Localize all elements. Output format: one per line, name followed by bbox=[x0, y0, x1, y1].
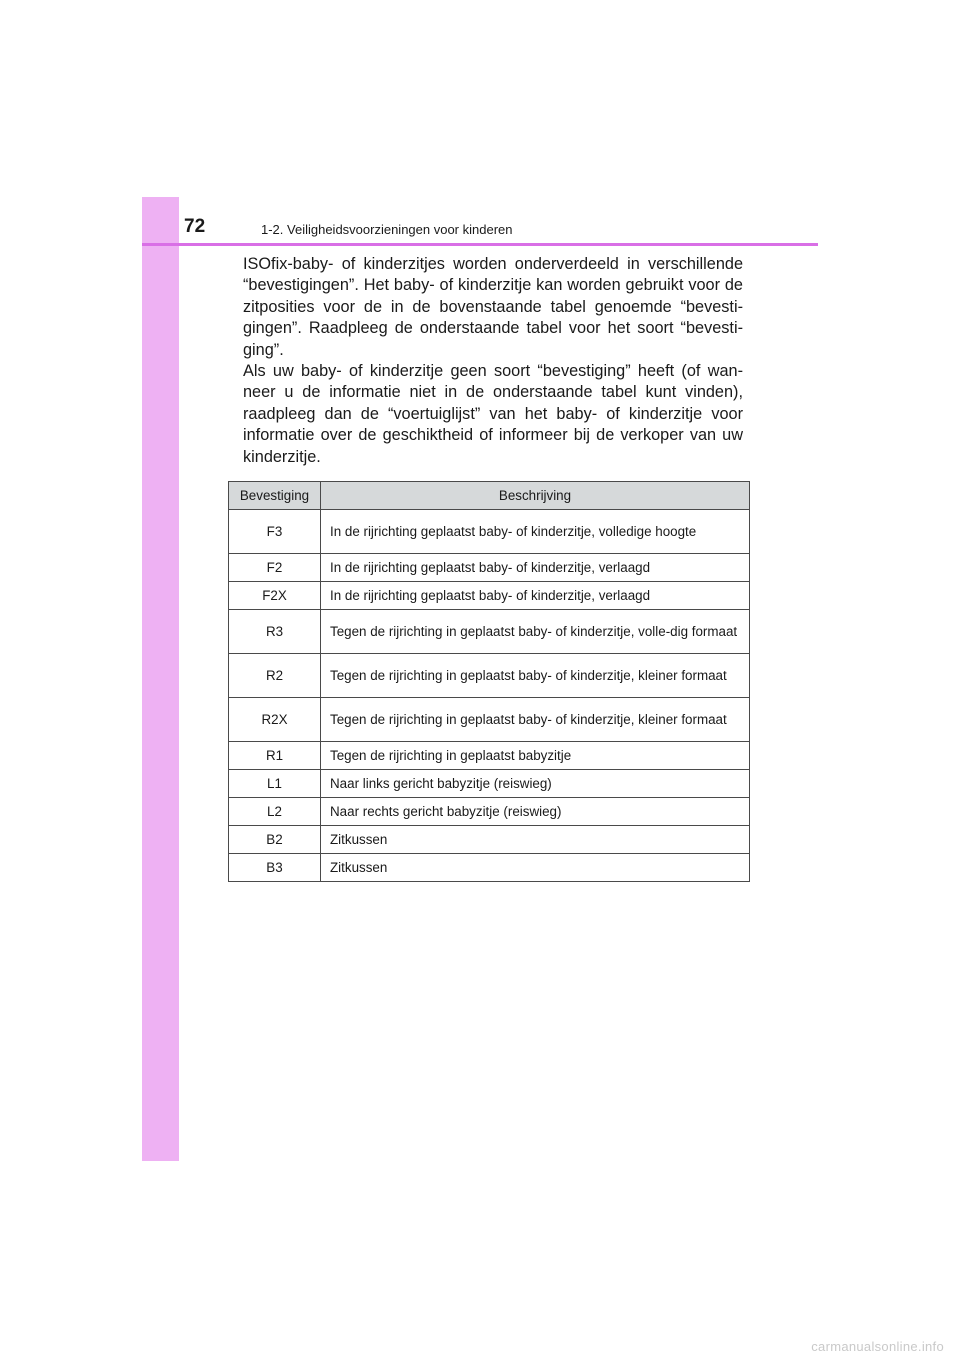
row-description: Zitkussen bbox=[321, 854, 750, 882]
table-row bbox=[229, 654, 750, 698]
row-description: Tegen de rijrichting in geplaatst baby- of kinderzitje, volle-dig formaat bbox=[321, 610, 750, 654]
page-number: 72 bbox=[184, 216, 206, 237]
table-row bbox=[229, 798, 750, 826]
row-description: In de rijrichting geplaatst baby- of kinderzitje, verlaagd bbox=[321, 554, 750, 582]
row-code: L1 bbox=[229, 770, 321, 798]
row-code: R1 bbox=[229, 742, 321, 770]
row-description: In de rijrichting geplaatst baby- of kinderzitje, verlaagd bbox=[321, 582, 750, 610]
row-code: R3 bbox=[229, 610, 321, 654]
row-description: Tegen de rijrichting in geplaatst babyzitje bbox=[321, 742, 750, 770]
row-code: B3 bbox=[229, 854, 321, 882]
table-row bbox=[229, 554, 750, 582]
table-row bbox=[229, 582, 750, 610]
row-code: F2X bbox=[229, 582, 321, 610]
body-paragraph-2: Als uw baby- of kinderzitje geen soort “bevestiging” heeft (of wan-neer u de informatie niet in de onderstaande tabel kunt vinden), raadpleeg dan de “voertuiglijst” van het baby- of kinderzitje voor informatie over de geschiktheid of informeer bij de verkoper van uw kinderzitje. bbox=[243, 362, 743, 466]
row-description: In de rijrichting geplaatst baby- of kinderzitje, volledige hoogte bbox=[321, 510, 750, 554]
body-paragraph-1: ISOfix-baby- of kinderzitjes worden onderverdeeld in verschillende “bevestigingen”. Het baby- of kinderzitje kan worden gebruikt voor de zitposities voor de in de bovenstaande tabel genoemde “bevesti-gingen”. Raadpleeg de onderstaande tabel voor het soort “bevesti-ging”. bbox=[243, 255, 743, 359]
table-row bbox=[229, 510, 750, 554]
row-description: Zitkussen bbox=[321, 826, 750, 854]
header-beschrijving: Beschrijving bbox=[321, 482, 750, 510]
chapter-tab bbox=[142, 197, 179, 243]
watermark: carmanualsonline.info bbox=[811, 1339, 944, 1354]
table-row bbox=[229, 826, 750, 854]
row-description: Naar links gericht babyzitje (reiswieg) bbox=[321, 770, 750, 798]
table-row bbox=[229, 742, 750, 770]
table-row bbox=[229, 698, 750, 742]
row-code: F3 bbox=[229, 510, 321, 554]
row-description: Naar rechts gericht babyzitje (reiswieg) bbox=[321, 798, 750, 826]
chapter-side-bar bbox=[142, 197, 179, 1161]
table-row bbox=[229, 610, 750, 654]
row-code: F2 bbox=[229, 554, 321, 582]
table-row bbox=[229, 854, 750, 882]
row-code: R2X bbox=[229, 698, 321, 742]
section-title: 1-2. Veiligheidsvoorzieningen voor kinderen bbox=[261, 222, 513, 237]
row-description: Tegen de rijrichting in geplaatst baby- of kinderzitje, kleiner formaat bbox=[321, 654, 750, 698]
header-bevestiging: Bevestiging bbox=[229, 482, 321, 510]
row-code: B2 bbox=[229, 826, 321, 854]
header-divider bbox=[142, 243, 818, 246]
row-code: R2 bbox=[229, 654, 321, 698]
fixation-table bbox=[228, 481, 750, 882]
row-code: L2 bbox=[229, 798, 321, 826]
body-text bbox=[243, 254, 743, 468]
row-description: Tegen de rijrichting in geplaatst baby- of kinderzitje, kleiner formaat bbox=[321, 698, 750, 742]
table-header-row bbox=[229, 482, 750, 510]
table-row bbox=[229, 770, 750, 798]
